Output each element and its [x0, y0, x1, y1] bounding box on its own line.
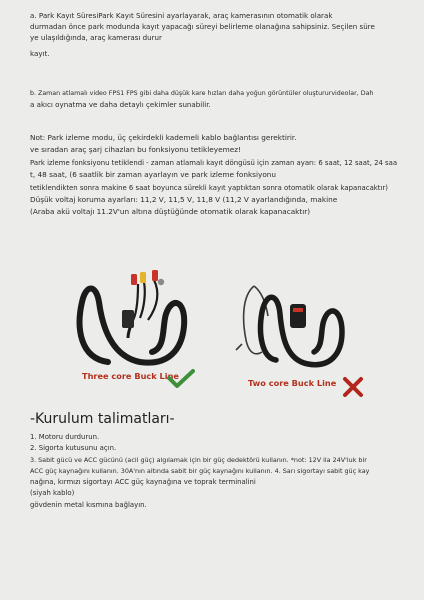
- text-line: ye ulaşıldığında, araç kamerası durur: [30, 33, 162, 43]
- text-line: nağına, kırmızı sigortayı ACC güç kaynağına ve toprak terminalini: [30, 478, 256, 487]
- three-core-cable-illustration: [68, 262, 198, 368]
- text-line: Düşük voltaj koruma ayarları: 11,2 V, 11,5 V, 11,8 V (11,2 V ayarlandığında, makine: [30, 195, 338, 205]
- text-line: 3. Sabit gücü ve ACC gücünü (acil güç) algılamak için bir güç dedektörü kullanın. *not: 12V ila 24V'luk bir: [30, 455, 367, 464]
- timelapse-paragraph: [30, 88, 402, 110]
- three-core-label: Three core Buck Line: [82, 371, 179, 381]
- text-line: (siyah kablo): [30, 489, 75, 498]
- text-line: durmadan önce park modunda kayıt yapacağı süreyi belirleme olanağına sahipsiniz. Seçilen süre: [30, 22, 375, 32]
- text-line: Not: Park izleme modu, üç çekirdekli kademeli kablo bağlantısı gerektirir.: [30, 133, 297, 142]
- text-line: a. Park Kayıt SüresiPark Kayıt Süresini ayarlayarak, araç kamerasının otomatik olarak: [30, 11, 333, 20]
- text-line: (Araba akü voltajı 11.2V'un altına düştüğünde otomatik olarak kapanacaktır): [30, 207, 311, 217]
- cross-icon: [340, 376, 366, 398]
- text-line: Park izleme fonksiyonu tetiklendi - zaman atlamalı kayıt döngüsü için zaman ayarı: 6 saat, 12 saat, 24 saa: [30, 158, 398, 167]
- text-line: 1. Motoru durdurun.: [30, 433, 100, 441]
- text-line: a akıcı oynatma ve daha detaylı çekimler sunabilir.: [30, 100, 211, 110]
- text-line: 2. Sigorta kutusunu açın.: [30, 444, 117, 453]
- text-line: tetiklendikten sonra makine 6 saat boyunca sürekli kayıt yaptıktan sonra otomatik olarak kapanacaktır): [30, 183, 388, 192]
- note-paragraph: [30, 132, 402, 219]
- buck-line-comparison: [0, 262, 424, 404]
- two-core-label: Two core Buck Line: [248, 378, 337, 388]
- check-icon: [166, 368, 196, 390]
- text-line: b. Zaman atlamalı video FPS1 FPS gibi daha düşük kare hızları daha yoğun görüntüler oluştururvideolar, Dah: [30, 90, 374, 97]
- text-line: t, 48 saat, (6 saatlik bir zaman ayarlayın ve park izleme fonksiyonu: [30, 170, 277, 180]
- text-line: ve sıradan araç şarj cihazları bu fonksiyonu tetikleyemez!: [30, 145, 241, 155]
- installation-title: -Kurulum talimatları-: [30, 411, 175, 427]
- installation-steps: [30, 432, 402, 511]
- two-core-cable-illustration: [232, 274, 352, 374]
- text-line: gövdenin metal kısmına bağlayın.: [30, 500, 147, 509]
- text-line: kayıt.: [30, 48, 50, 58]
- park-recording-time-paragraph: [30, 10, 402, 59]
- text-line: ACC güç kaynağını kullanın. 30A'nın altında sabit bir güç kaynağını kullanın. 4. Sarı sigortayı sabit güç kay: [30, 466, 370, 475]
